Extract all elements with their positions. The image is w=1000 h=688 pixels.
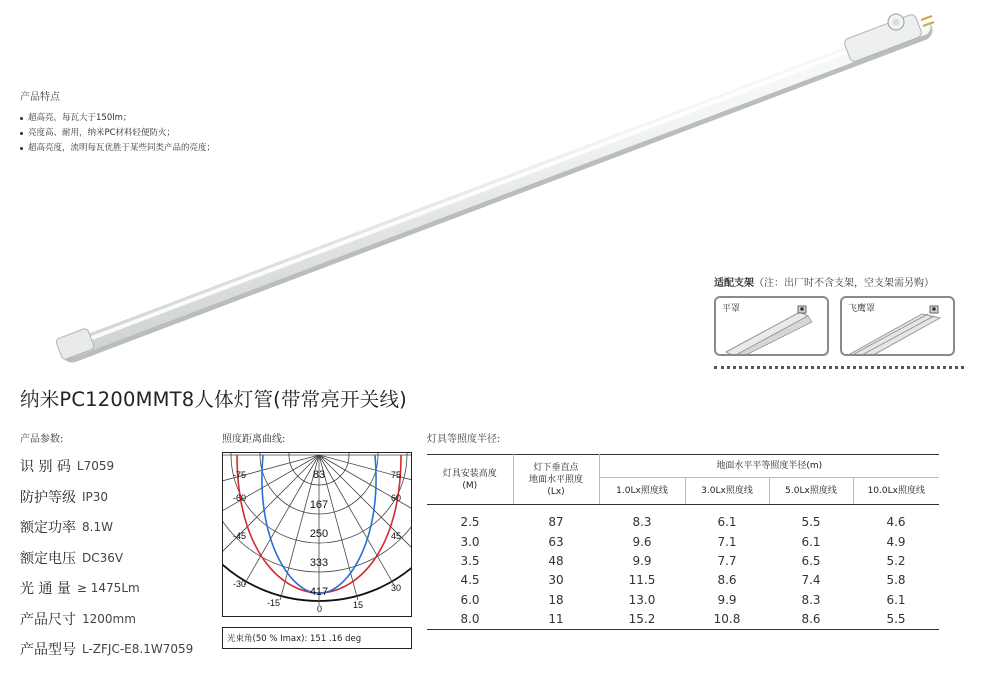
features-title: 产品特点: [20, 92, 60, 103]
param-value: IP30: [82, 489, 109, 504]
radial-label: 83: [312, 469, 326, 481]
dotted-divider: [714, 366, 964, 369]
param-value: L-ZFJC-E8.1W7059: [82, 642, 194, 657]
sub-col-header: 5.0Lx照度线: [769, 478, 853, 505]
col-group-header: 地面水平平等照度半径(m): [599, 455, 939, 478]
param-value: 1200mm: [82, 611, 136, 626]
cell: 6.1: [717, 515, 737, 530]
param-label: 产品尺寸: [20, 611, 76, 628]
param-row: [20, 482, 193, 513]
param-label: 防护等级: [20, 489, 76, 506]
angle-label: 15: [353, 600, 364, 610]
angle-label: -60: [233, 493, 247, 503]
polar-chart: [223, 453, 411, 615]
param-label: 额定电压: [20, 550, 76, 567]
bracket-label: 平罩: [722, 304, 741, 314]
cell: 8.0: [427, 609, 513, 629]
bracket-section: [714, 274, 994, 314]
sub-col-header: 10.0Lx照度线: [853, 478, 939, 505]
col-header-height: [427, 455, 513, 505]
col-header-vertical-unit: (Lx): [547, 486, 565, 497]
cell: 11.5: [628, 573, 656, 588]
cell: 11: [513, 609, 599, 629]
cell: 4.5: [460, 573, 480, 588]
table-row: [427, 513, 939, 532]
param-row: [20, 573, 193, 604]
table-row: [427, 551, 939, 570]
angle-label: -75: [233, 470, 247, 480]
param-row: [20, 543, 193, 574]
radial-label: 333: [309, 557, 329, 569]
col-header-vertical-line1: 灯下垂直点: [533, 462, 579, 473]
cell: 6.1: [801, 534, 821, 549]
cell: 4.6: [886, 515, 906, 530]
cell: 3.0: [460, 534, 480, 549]
radial-label: 417: [309, 586, 329, 598]
cell: 6.0: [460, 592, 480, 607]
lux-table: [427, 454, 939, 630]
cell: 48: [548, 553, 564, 568]
feature-item: 超高亮，每瓦大于150lm；: [20, 111, 215, 126]
bracket-title-note: （注：出厂时不含支架，空支架需另购）: [754, 278, 934, 289]
sub-col-header: 1.0Lx照度线: [599, 478, 685, 505]
cell: 9.9: [632, 553, 652, 568]
cell: 13.0: [628, 592, 656, 607]
cell: 18: [548, 592, 564, 607]
params-title: 产品参数:: [20, 434, 64, 445]
angle-label: -45: [233, 531, 247, 541]
table-row: [427, 505, 939, 513]
bracket-eagle-cover: [840, 296, 955, 356]
param-row: [20, 451, 193, 482]
cell: 7.7: [717, 553, 737, 568]
param-label: 产品型号: [20, 642, 76, 659]
product-params: [20, 430, 193, 665]
cell: 30: [548, 573, 564, 588]
sub-col-header: 3.0Lx照度线: [685, 478, 769, 505]
table-row: [427, 590, 939, 609]
angle-label: 0: [317, 604, 323, 614]
feature-item: 超高亮度，流明每瓦优胜于某些同类产品的亮度；: [20, 141, 215, 156]
angle-label: 45: [391, 531, 402, 541]
param-label: 额定功率: [20, 520, 76, 537]
polar-diagram: [222, 452, 412, 617]
bracket-title-bold: 适配支架: [714, 278, 754, 289]
angle-label: -15: [267, 598, 281, 608]
param-label: 识 别 码: [20, 459, 71, 476]
param-row: [20, 512, 193, 543]
product-title: 纳米PC1200MMT8人体灯管(带常亮开关线): [20, 388, 407, 411]
feature-item: 亮度高、耐用，纳米PC材料轻便防火；: [20, 126, 215, 141]
col-header-height-unit: (M): [462, 480, 478, 491]
polar-title: 照度距离曲线:: [222, 434, 286, 445]
cell: 9.9: [717, 592, 737, 607]
col-header-vertical: [513, 455, 599, 505]
cell: 4.9: [886, 534, 906, 549]
cell: 5.8: [886, 573, 906, 588]
cell: 9.6: [632, 534, 652, 549]
cell: 15.2: [599, 609, 685, 629]
cell: 8.6: [717, 573, 737, 588]
table-row: [427, 571, 939, 590]
angle-label: 60: [391, 493, 402, 503]
param-value: DC36V: [82, 550, 124, 565]
param-value: ≥ 1475Lm: [76, 581, 140, 596]
bracket-title: [714, 274, 994, 289]
bracket-label: 飞鹰罩: [848, 304, 876, 314]
cell: 8.3: [632, 515, 652, 530]
cell: 5.5: [801, 515, 821, 530]
param-row: [20, 634, 193, 665]
param-value: 8.1W: [82, 520, 113, 535]
cell: 8.6: [769, 609, 853, 629]
cell: 87: [548, 515, 564, 530]
col-header-vertical-line2: 地面水平照度: [528, 474, 583, 485]
cell: 2.5: [460, 515, 480, 530]
cell: 6.5: [801, 553, 821, 568]
bracket-flat-cover: [714, 296, 829, 356]
col-header-height-label: 灯具安装高度: [442, 468, 497, 479]
table-row: [427, 532, 939, 551]
cell: 7.1: [717, 534, 737, 549]
beam-angle-readout: 光束角(50 % Imax): 151 .16 deg: [222, 627, 412, 649]
cell: 7.4: [801, 573, 821, 588]
cell: 6.1: [886, 592, 906, 607]
cell: 3.5: [460, 553, 480, 568]
lux-table-title: 灯具等照度半径:: [427, 434, 501, 445]
angle-label: -30: [233, 579, 247, 589]
angle-label: 30: [391, 583, 402, 593]
table-row: [427, 609, 939, 629]
radial-label: 167: [309, 499, 329, 511]
product-features: [20, 88, 215, 156]
param-value: L7059: [76, 459, 115, 474]
param-label: 光 通 量: [20, 581, 71, 598]
radial-label: 250: [309, 528, 329, 540]
cell: 10.8: [685, 609, 769, 629]
cell: 5.5: [853, 609, 939, 629]
cell: 8.3: [801, 592, 821, 607]
angle-label: 75: [391, 470, 402, 480]
param-row: [20, 604, 193, 635]
cell: 5.2: [886, 553, 906, 568]
cell: 63: [548, 534, 564, 549]
